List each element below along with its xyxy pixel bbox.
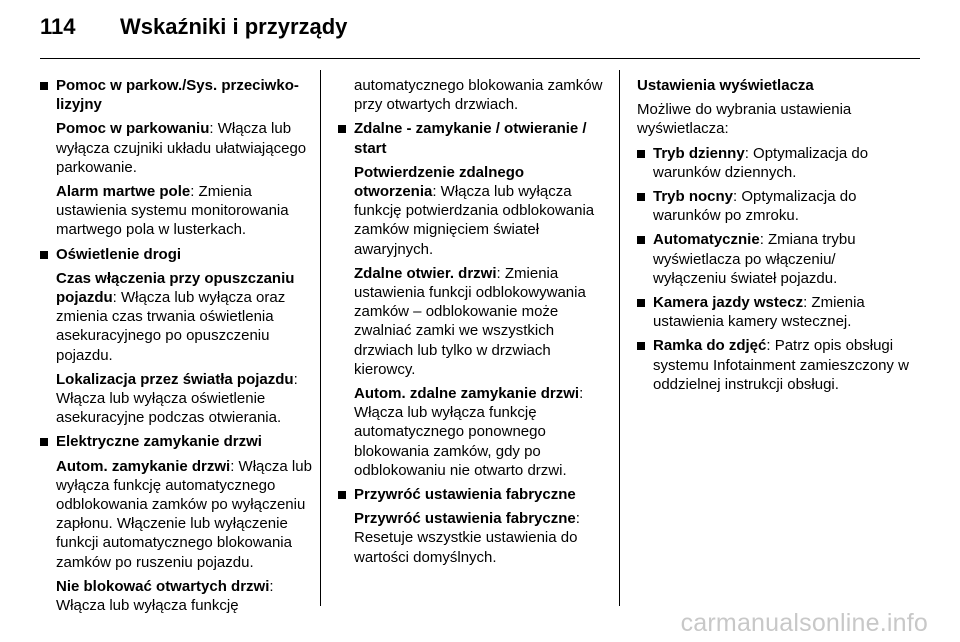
bullet-square-icon — [637, 150, 645, 158]
bullet-square-icon — [637, 342, 645, 350]
description: : Optymalizacja do warunków dziennych. — [653, 144, 869, 181]
term: Tryb dzienny — [653, 144, 745, 162]
bullet-square-icon — [40, 82, 48, 90]
column-divider — [320, 70, 321, 606]
term: Automatycznie — [653, 231, 760, 249]
description: : Optymalizacja do warunków po zmroku. — [653, 188, 857, 225]
term: Autom. zdalne zamykanie drzwi — [354, 385, 580, 403]
bullet-item — [637, 293, 913, 331]
column-3 — [637, 76, 913, 399]
paragraph — [354, 264, 610, 379]
term: Ramka do zdjęć — [653, 337, 767, 355]
paragraph — [354, 509, 610, 567]
paragraph — [56, 457, 312, 572]
section-heading: Ustawienia wyświetlacza — [637, 77, 814, 94]
description: : Włącza lub wyłącza czujniki układu ułatwiającego parkowanie. — [56, 120, 307, 176]
paragraph — [56, 577, 312, 615]
term: Potwierdzenie zdalnego otworzenia — [354, 163, 525, 201]
paragraph — [56, 370, 312, 428]
description: : Zmienia ustawienia funkcji odblokowywania zamków – odblokowanie może zwalniać zamki we wszystkich drzwiach lub tylko w drzwiach kierowcy. — [354, 264, 586, 378]
header-divider — [40, 58, 920, 59]
page-number: 114 — [40, 14, 76, 39]
description: : Włącza lub wyłącza funkcję — [56, 577, 274, 615]
page-header — [40, 14, 920, 50]
term: Czas włączenia przy opuszczaniu pojazdu — [56, 269, 295, 307]
description: : Włącza lub wyłącza funkcję automatycznego ponownego blokowania zamków, gdy po odblokowaniu nie otwarto drzwi. — [354, 385, 584, 479]
bullet-square-icon — [338, 491, 346, 499]
description: : Włącza lub wyłącza funkcję automatycznego odblokowania zamków po wyłączeniu zapłonu. Włączenie lub wyłączenie funkcji automatycznego blokowania zamków po ruszeniu pojazdu. — [56, 457, 312, 571]
paragraph-continued: automatycznego blokowania zamków przy otwartych drzwiach. — [354, 77, 603, 114]
column-divider — [619, 70, 620, 606]
column-1 — [40, 76, 312, 620]
watermark: carmanualsonline.info — [680, 609, 928, 637]
bullet-square-icon — [637, 236, 645, 244]
bullet-square-icon — [637, 299, 645, 307]
term: Lokalizacja przez światła pojazdu — [56, 370, 294, 388]
description: : Resetuje wszystkie ustawienia do wartości domyślnych. — [354, 510, 580, 566]
column-2 — [338, 76, 610, 572]
paragraph — [354, 384, 610, 480]
bullet-square-icon — [338, 125, 346, 133]
bullet-heading: Oświetlenie drogi — [40, 245, 312, 264]
term: Pomoc w parkowaniu — [56, 120, 210, 138]
term: Kamera jazdy wstecz — [653, 294, 804, 312]
bullet-heading: Zdalne - zamykanie / otwieranie / start — [338, 119, 610, 157]
description: : Patrz opis obsługi systemu Infotainment zamieszczony w oddzielnej instrukcji obsługi. — [653, 337, 909, 393]
page-title: Wskaźniki i przyrządy — [120, 14, 348, 39]
bullet-heading: Elektryczne zamykanie drzwi — [40, 432, 312, 451]
term: Autom. zamykanie drzwi — [56, 457, 231, 475]
bullet-heading: Przywróć ustawienia fabryczne — [338, 485, 610, 504]
bullet-item — [637, 144, 913, 182]
bullet-square-icon — [637, 193, 645, 201]
term: Zdalne otwier. drzwi — [354, 264, 497, 282]
description: : Zmiana trybu wyświetlacza po włączeniu/ wyłączeniu świateł pojazdu. — [653, 231, 856, 287]
term: Alarm martwe pole — [56, 183, 191, 201]
intro-text: Możliwe do wybrania ustawienia wyświetlacza: — [637, 101, 852, 138]
paragraph — [56, 119, 312, 177]
description: : Włącza lub wyłącza oraz zmienia czas trwania oświetlenia asekuracyjnego po opuszczeniu pojazdu. — [56, 289, 286, 364]
bullet-item — [637, 336, 913, 394]
description: : Włącza lub wyłącza funkcję potwierdzania odblokowania zamków mignięciem świateł awaryjnych. — [354, 183, 595, 258]
bullet-item — [637, 230, 913, 288]
description: : Zmienia ustawienia kamery wstecznej. — [653, 294, 865, 331]
term: Przywróć ustawienia fabryczne — [354, 510, 576, 528]
paragraph — [354, 163, 610, 259]
paragraph — [56, 182, 312, 240]
term: Tryb nocny — [653, 188, 734, 206]
bullet-heading: Pomoc w parkow./Sys. przeciwko-lizyjny — [40, 76, 312, 114]
bullet-square-icon — [40, 251, 48, 259]
term: Nie blokować otwartych drzwi — [56, 577, 270, 595]
paragraph — [56, 269, 312, 365]
description: : Zmienia ustawienia systemu monitorowania martwego pola w lusterkach. — [56, 183, 289, 239]
bullet-item — [637, 187, 913, 225]
bullet-square-icon — [40, 438, 48, 446]
description: : Włącza lub wyłącza oświetlenie asekuracyjne podczas otwierania. — [56, 370, 298, 427]
